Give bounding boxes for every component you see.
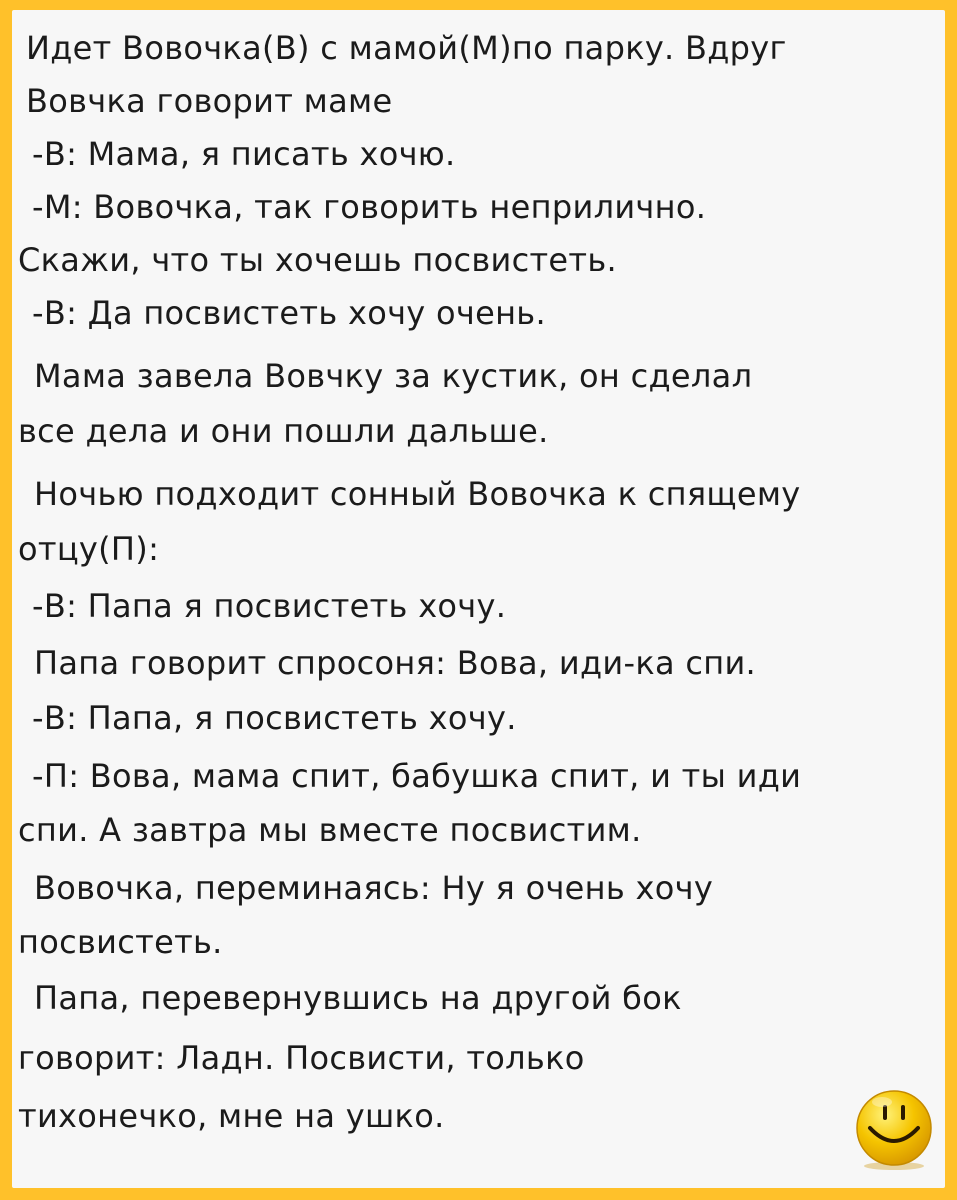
joke-line-8: все дела и они пошли дальше. — [18, 412, 549, 450]
smiley-face-icon — [852, 1088, 936, 1172]
joke-line-20: тихонечко, мне на ушко. — [18, 1097, 445, 1135]
joke-line-7: Мама завела Вовчку за кустик, он сделал — [34, 357, 753, 395]
joke-line-9: Ночью подходит сонный Вовочка к спящему — [34, 475, 801, 513]
joke-card — [12, 10, 945, 1188]
joke-line-18: Папа, перевернувшись на другой бок — [34, 979, 682, 1017]
joke-line-4: -М: Вовочка, так говорить неприлично. — [32, 188, 707, 226]
joke-line-11: -В: Папа я посвистеть хочу. — [32, 587, 507, 625]
joke-line-16: Вовочка, переминаясь: Ну я очень хочу — [34, 869, 714, 907]
joke-line-19: говорит: Ладн. Посвисти, только — [18, 1039, 585, 1077]
joke-line-12: Папа говорит спросоня: Вова, иди-ка спи. — [34, 644, 757, 682]
joke-line-2: Вовчка говорит маме — [26, 82, 393, 120]
joke-line-13: -В: Папа, я посвистеть хочу. — [32, 699, 517, 737]
joke-line-15: спи. А завтра мы вместе посвистим. — [18, 811, 642, 849]
joke-line-6: -В: Да посвистеть хочу очень. — [32, 294, 546, 332]
joke-line-3: -В: Мама, я писать хочю. — [32, 135, 456, 173]
joke-line-1: Идет Вовочка(В) с мамой(М)по парку. Вдруг — [26, 29, 787, 67]
joke-line-17: посвистеть. — [18, 923, 223, 961]
joke-line-5: Скажи, что ты хочешь посвистеть. — [18, 241, 617, 279]
joke-line-14: -П: Вова, мама спит, бабушка спит, и ты иди — [32, 757, 802, 795]
joke-line-10: отцу(П): — [18, 530, 160, 568]
